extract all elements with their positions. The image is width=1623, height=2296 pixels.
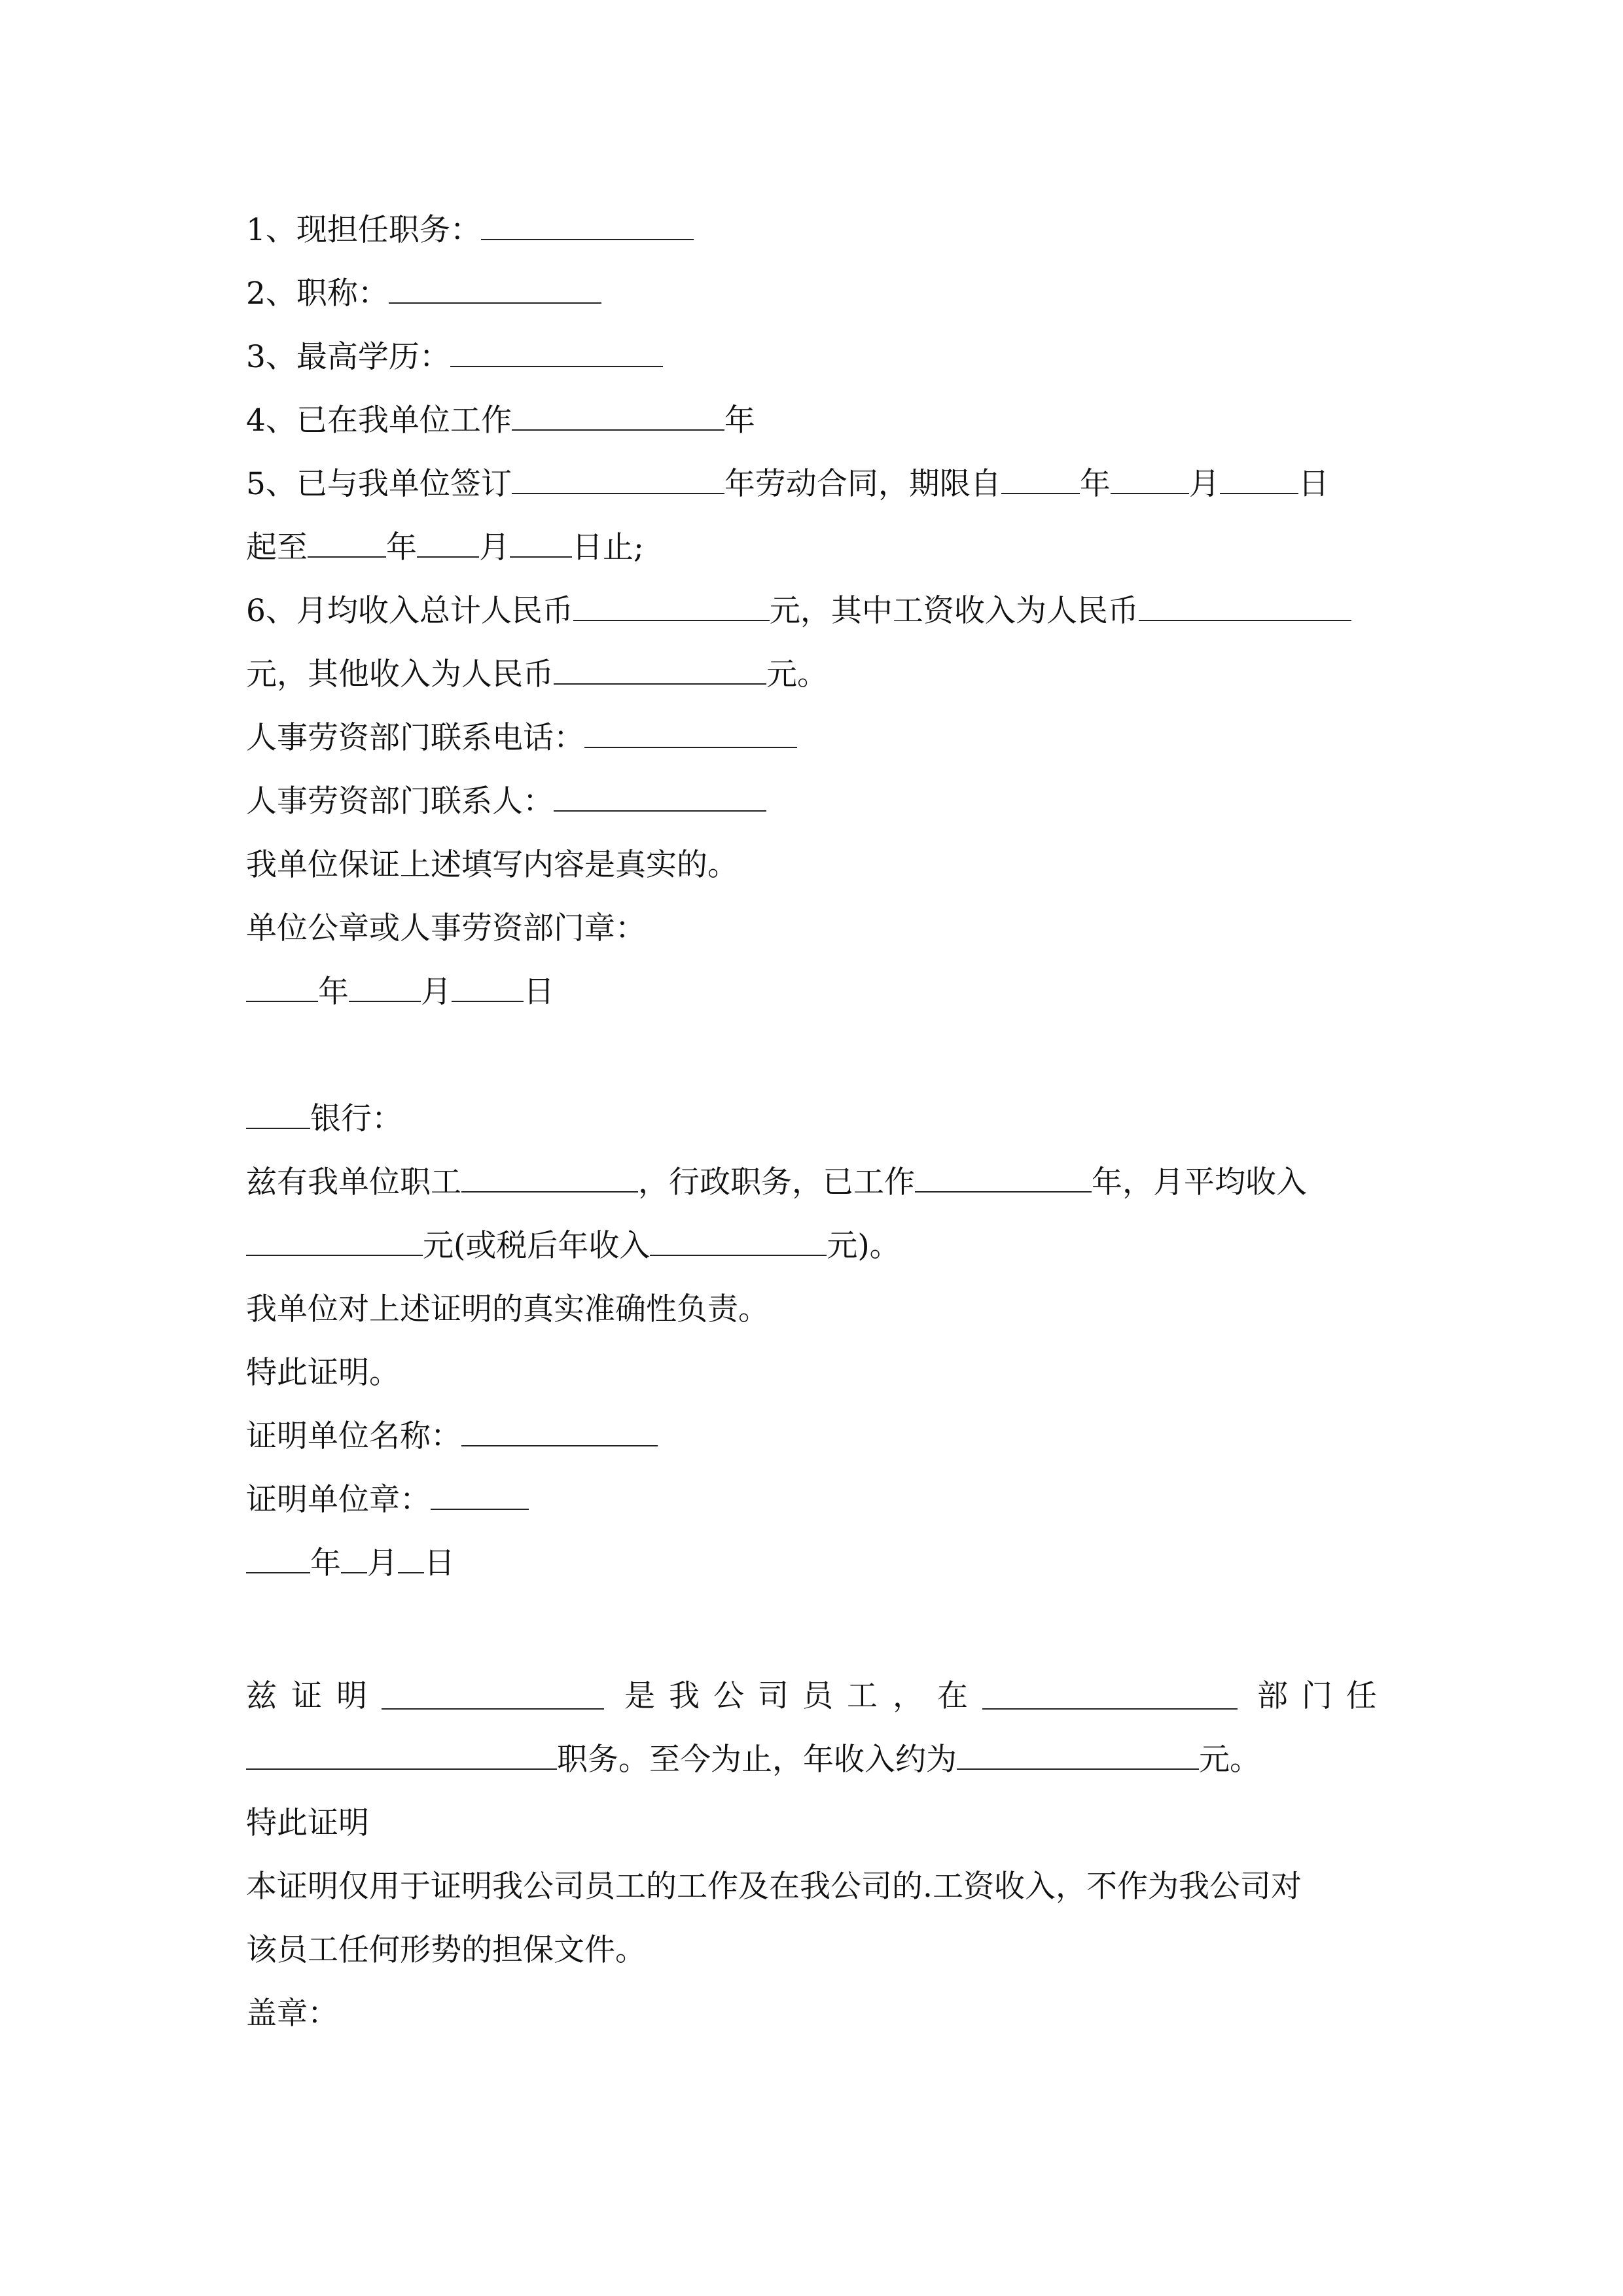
cert-char-yuan: 员 bbox=[802, 1678, 833, 1714]
hr-contact-row bbox=[246, 770, 1378, 834]
unit-name-label: 证明单位名称： bbox=[246, 1418, 461, 1454]
hr-contact-label: 人事劳资部门联系人： bbox=[246, 783, 554, 819]
cert-para-row1 bbox=[246, 1855, 1378, 1919]
start-year-label: 年 bbox=[1079, 466, 1111, 502]
item6-cont-start: 元，其他收入为人民币 bbox=[246, 656, 554, 692]
start-month-label: 月 bbox=[1188, 466, 1220, 502]
end-year-label: 年 bbox=[386, 529, 417, 565]
cert-char-gong2: 工 bbox=[847, 1678, 878, 1714]
cert-char-bu: 部 bbox=[1257, 1678, 1288, 1714]
date1-year-label: 年 bbox=[318, 974, 349, 1010]
unit-name-blank[interactable] bbox=[461, 1416, 658, 1446]
item3-row bbox=[246, 325, 1378, 389]
item2-label: 2、职称： bbox=[246, 276, 389, 312]
item2-row bbox=[246, 262, 1378, 326]
salary-income-blank[interactable] bbox=[1139, 590, 1351, 621]
cert-para-line2: 该员工任何形势的担保文件。 bbox=[246, 1932, 646, 1968]
item6-end: 元。 bbox=[766, 656, 828, 692]
employee-mid2: 年，月平均收入 bbox=[1092, 1164, 1307, 1200]
cert-duty-row bbox=[246, 1728, 1378, 1792]
income-mid: 元(或税后年收入 bbox=[423, 1228, 651, 1264]
hereby-row bbox=[246, 1341, 1378, 1405]
position-blank[interactable] bbox=[481, 209, 694, 240]
item4-prefix: 4、已在我单位工作 bbox=[246, 403, 512, 439]
seal-row bbox=[246, 897, 1378, 961]
cert-duty-blank[interactable] bbox=[246, 1739, 557, 1770]
cert-char-zi: 兹 bbox=[246, 1678, 277, 1714]
unit-seal-blank[interactable] bbox=[431, 1479, 529, 1510]
date1-month-label: 月 bbox=[421, 974, 452, 1010]
employee-prefix: 兹有我单位职工 bbox=[246, 1164, 461, 1200]
cert-row bbox=[246, 1664, 1378, 1729]
item5-prefix: 5、已与我单位签订 bbox=[246, 466, 512, 502]
cert-char-men: 门 bbox=[1302, 1678, 1332, 1714]
start-day-label: 日 bbox=[1298, 466, 1329, 502]
responsibility-text: 我单位对上述证明的真实准确性负责。 bbox=[246, 1291, 769, 1327]
cert-hereby-row bbox=[246, 1791, 1378, 1856]
hr-phone-row bbox=[246, 706, 1378, 770]
cert-char-zai: 在 bbox=[937, 1678, 968, 1714]
item1-row bbox=[246, 198, 1378, 262]
employee-row bbox=[246, 1151, 1378, 1215]
cert-char-shi: 是 bbox=[624, 1678, 655, 1714]
date2-month-blank[interactable] bbox=[341, 1543, 367, 1573]
hr-phone-label: 人事劳资部门联系电话： bbox=[246, 720, 584, 756]
start-month-blank[interactable] bbox=[1111, 463, 1189, 494]
item6-row bbox=[246, 579, 1378, 643]
date1-row bbox=[246, 960, 1378, 1024]
date2-year-blank[interactable] bbox=[246, 1543, 310, 1573]
work-years-blank[interactable] bbox=[915, 1162, 1092, 1193]
date1-year-blank[interactable] bbox=[246, 971, 318, 1002]
seal-label: 单位公章或人事劳资部门章： bbox=[246, 910, 646, 946]
item5-cont-start: 起至 bbox=[246, 529, 308, 565]
cert-char-gong: 公 bbox=[713, 1678, 744, 1714]
years-worked-blank[interactable] bbox=[512, 400, 724, 431]
date2-year-label: 年 bbox=[310, 1545, 341, 1581]
bank-row bbox=[246, 1087, 1378, 1151]
cert-char-ming: 明 bbox=[336, 1678, 367, 1714]
date1-month-blank[interactable] bbox=[349, 971, 421, 1002]
end-month-blank[interactable] bbox=[417, 527, 479, 558]
date2-day-label: 日 bbox=[424, 1545, 455, 1581]
stamp-label: 盖章： bbox=[246, 1996, 338, 2032]
hr-contact-blank[interactable] bbox=[554, 781, 766, 812]
responsibility-row bbox=[246, 1278, 1378, 1342]
item6-cont-row bbox=[246, 643, 1378, 707]
cert-para-row2 bbox=[246, 1918, 1378, 1982]
guarantee-text: 我单位保证上述填写内容是真实的。 bbox=[246, 847, 738, 883]
end-day-label: 日止; bbox=[572, 529, 644, 565]
date1-day-blank[interactable] bbox=[452, 971, 524, 1002]
item4-row bbox=[246, 389, 1378, 453]
cert-name-blank[interactable] bbox=[382, 1679, 604, 1710]
cert-para-line1: 本证明仅用于证明我公司员工的工作及在我公司的.工资收入，不作为我公司对 bbox=[246, 1869, 1302, 1905]
item6-mid: 元，其中工资收入为人民币 bbox=[769, 593, 1139, 629]
cert-hereby-text: 特此证明 bbox=[246, 1805, 369, 1841]
hr-phone-blank[interactable] bbox=[584, 717, 797, 748]
stamp-row bbox=[246, 1982, 1378, 2046]
item4-suffix: 年 bbox=[724, 403, 755, 439]
income-end: 元)。 bbox=[827, 1228, 901, 1264]
income-row bbox=[246, 1214, 1378, 1278]
employee-name-blank[interactable] bbox=[461, 1162, 638, 1193]
total-income-blank[interactable] bbox=[573, 590, 770, 621]
item5-cont-row bbox=[246, 516, 1378, 580]
end-month-label: 月 bbox=[479, 529, 510, 565]
item5-mid: 年劳动合同，期限自 bbox=[724, 466, 1001, 502]
item3-label: 3、最高学历： bbox=[246, 339, 450, 375]
cert-duty-mid: 职务。至今为止，年收入约为 bbox=[557, 1742, 957, 1778]
unit-name-row bbox=[246, 1405, 1378, 1469]
cert-char-wo: 我 bbox=[669, 1678, 700, 1714]
cert-income-blank[interactable] bbox=[957, 1739, 1199, 1770]
item1-label: 1、现担任职务： bbox=[246, 212, 481, 248]
cert-char-zheng: 证 bbox=[291, 1678, 322, 1714]
date2-month-label: 月 bbox=[367, 1545, 398, 1581]
other-income-blank[interactable] bbox=[554, 654, 766, 685]
employee-mid1: ，行政职务，已工作 bbox=[638, 1164, 915, 1200]
cert-char-si: 司 bbox=[758, 1678, 789, 1714]
date1-day-label: 日 bbox=[524, 974, 554, 1010]
cert-dept-blank[interactable] bbox=[982, 1679, 1238, 1710]
bank-suffix: 银行： bbox=[310, 1101, 402, 1137]
end-year-blank[interactable] bbox=[308, 527, 386, 558]
cert-duty-end: 元。 bbox=[1199, 1742, 1260, 1778]
hereby-text: 特此证明。 bbox=[246, 1355, 400, 1391]
title-blank[interactable] bbox=[389, 273, 601, 304]
unit-seal-row bbox=[246, 1468, 1378, 1532]
cert-char-comma: ， bbox=[893, 1678, 923, 1714]
item6-prefix: 6、月均收入总计人民币 bbox=[246, 593, 573, 629]
cert-char-ren: 任 bbox=[1346, 1678, 1377, 1714]
guarantee-row bbox=[246, 833, 1378, 897]
item5-row bbox=[246, 452, 1378, 516]
contract-years-blank[interactable] bbox=[512, 463, 724, 494]
bank-name-blank[interactable] bbox=[246, 1098, 310, 1129]
date2-day-blank[interactable] bbox=[398, 1543, 424, 1573]
date2-row bbox=[246, 1532, 1378, 1596]
start-year-blank[interactable] bbox=[1001, 463, 1080, 494]
end-day-blank[interactable] bbox=[510, 527, 572, 558]
education-blank[interactable] bbox=[450, 336, 663, 367]
start-day-blank[interactable] bbox=[1220, 463, 1298, 494]
annual-income-blank[interactable] bbox=[650, 1225, 827, 1256]
monthly-income-blank[interactable] bbox=[246, 1225, 423, 1256]
unit-seal-label: 证明单位章： bbox=[246, 1482, 431, 1518]
